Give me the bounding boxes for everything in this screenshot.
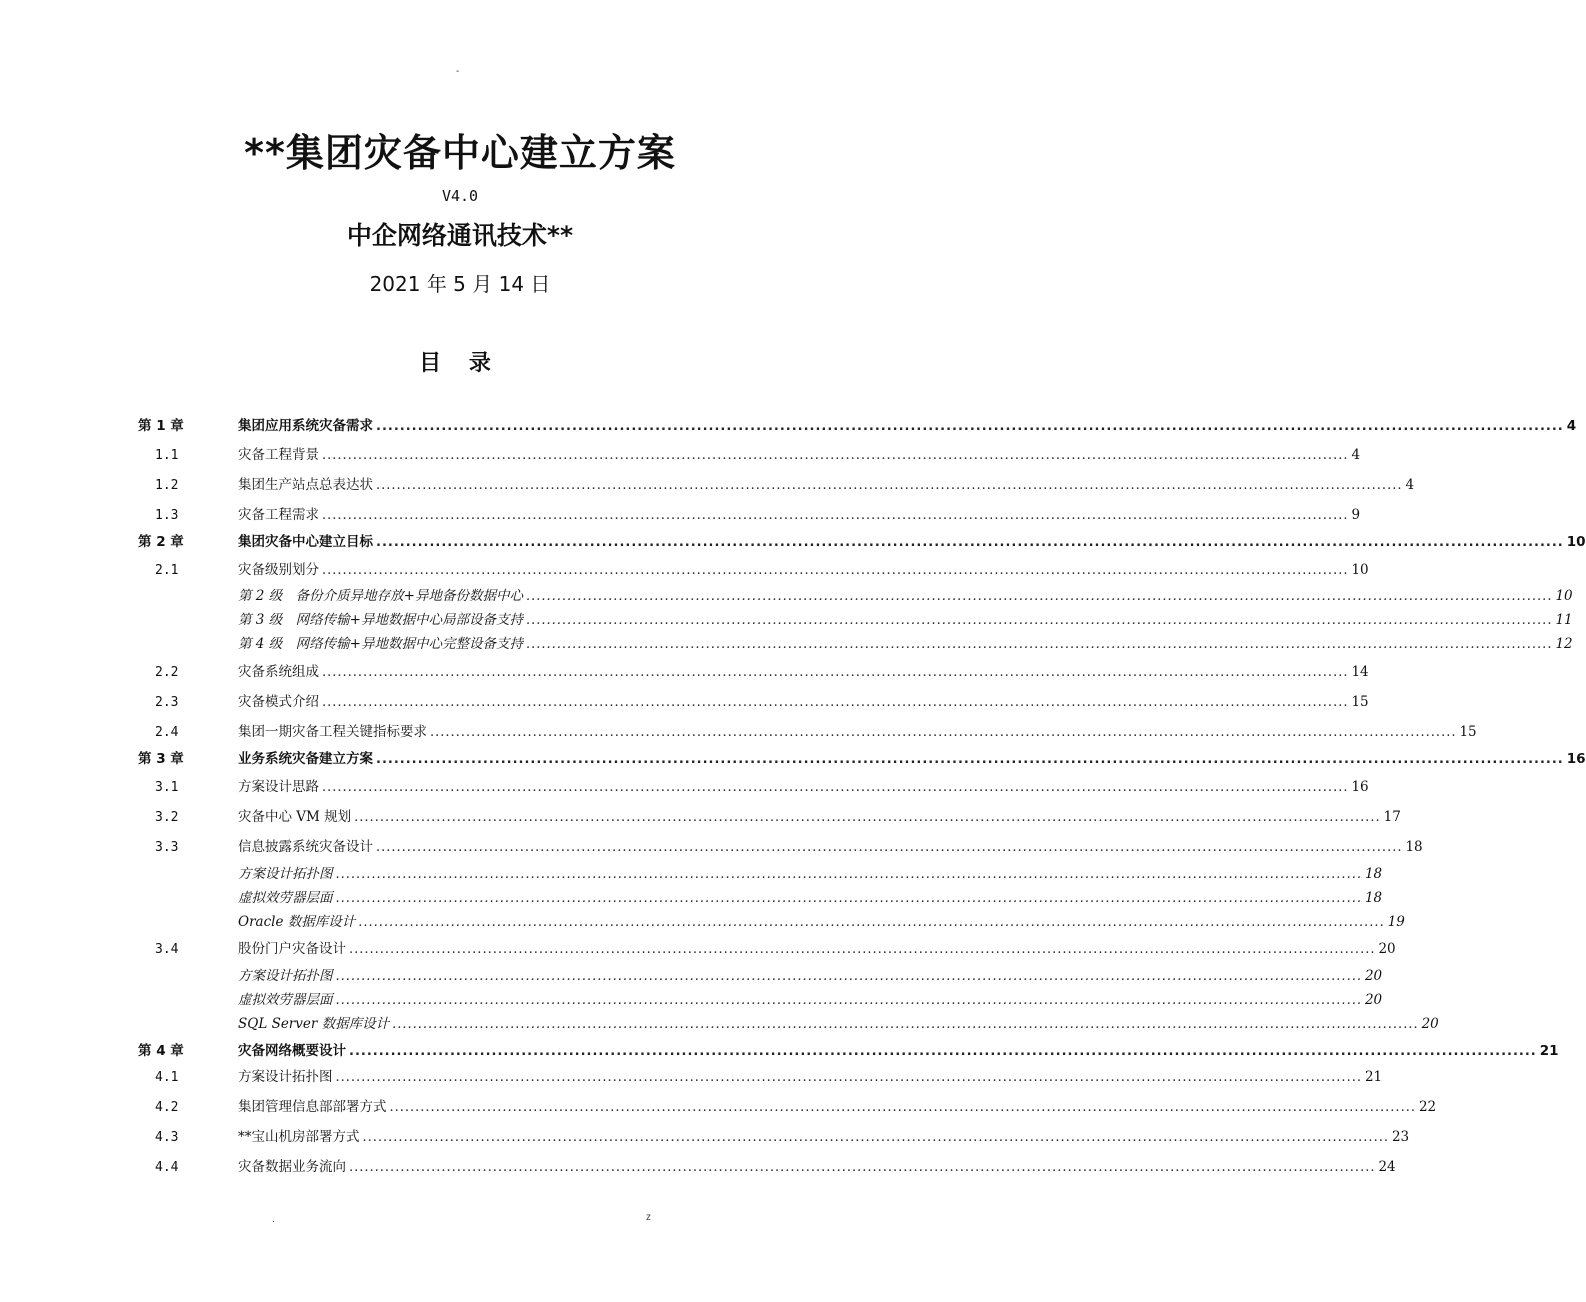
toc-leader-dots: ........................................................................................................................................................................................................: [430, 725, 1457, 740]
toc-entry-page: 16: [1566, 751, 1586, 767]
toc-entry-title: **宝山机房部署方式: [238, 1129, 360, 1145]
toc-entry-number: 4.2: [155, 1100, 179, 1115]
toc-entry[interactable]: [138, 661, 1369, 683]
toc-entry-number: 4.1: [155, 1070, 179, 1085]
toc-leader-dots: ........................................................................................................................................................................................................: [322, 508, 1349, 523]
toc-entry-page: 23: [1391, 1129, 1410, 1145]
toc-entry[interactable]: [138, 1096, 1437, 1118]
toc-entry-page: 19: [1387, 914, 1405, 930]
toc-entry-number: 1.2: [155, 478, 179, 493]
toc-entry[interactable]: [138, 504, 1361, 526]
toc-entry-page: 9: [1351, 507, 1361, 523]
toc-entry-page: 10: [1555, 588, 1573, 604]
toc-entry-page: 10: [1351, 562, 1369, 578]
toc-entry-page: 20: [1364, 968, 1383, 984]
toc-entry[interactable]: [138, 748, 1586, 770]
toc-entry-page: 12: [1555, 636, 1573, 652]
toc-entry-page: 24: [1378, 1159, 1396, 1175]
toc-entry[interactable]: [138, 887, 1383, 909]
toc-leader-dots: ........................................................................................................................................................................................................: [376, 840, 1403, 855]
toc-entry-title: 集团管理信息部部署方式: [238, 1099, 387, 1115]
toc-entry-page: 15: [1351, 694, 1369, 710]
toc-entry-title: 灾备中心 VM 规划: [238, 809, 352, 825]
toc-entry-number: 第 1 章: [138, 418, 184, 434]
toc-leader-dots: ........................................................................................................................................................................................................: [349, 1044, 1537, 1059]
toc-entry-title: 第 2 级 备份介质异地存放+异地备份数据中心: [238, 588, 523, 604]
toc-entry[interactable]: [138, 965, 1383, 987]
toc-entry-title: 方案设计拓扑图: [238, 968, 333, 984]
toc-entry-title: 集团一期灾备工程关键指标要求: [238, 724, 427, 740]
toc-leader-dots: ........................................................................................................................................................................................................: [322, 780, 1349, 795]
toc-leader-dots: ........................................................................................................................................................................................................: [392, 1017, 1419, 1032]
toc-entry-page: 4: [1405, 477, 1415, 493]
toc-entry-title: 灾备工程需求: [238, 507, 319, 523]
toc-entry[interactable]: [138, 806, 1401, 828]
toc-entry-number: 3.4: [155, 942, 179, 957]
toc-leader-dots: ........................................................................................................................................................................................................: [322, 665, 1349, 680]
toc-entry[interactable]: [138, 633, 1573, 655]
toc-entry-number: 2.3: [155, 695, 179, 710]
header-mark: -: [456, 66, 460, 77]
toc-entry-number: 4.4: [155, 1160, 179, 1175]
toc-entry[interactable]: [138, 776, 1369, 798]
toc-entry-page: 20: [1421, 1016, 1439, 1032]
toc-entry-title: 虚拟效劳器层面: [238, 992, 333, 1008]
toc-leader-dots: ........................................................................................................................................................................................................: [362, 1130, 1389, 1145]
toc-entry-page: 4: [1566, 418, 1577, 434]
toc-entry[interactable]: [138, 1126, 1410, 1148]
toc-entry-page: 21: [1364, 1069, 1383, 1085]
toc-leader-dots: ........................................................................................................................................................................................................: [389, 1100, 1416, 1115]
toc-entry-page: 10: [1566, 534, 1586, 550]
toc-leader-dots: ........................................................................................................................................................................................................: [322, 448, 1349, 463]
toc-entry[interactable]: [138, 721, 1477, 743]
toc-leader-dots: ........................................................................................................................................................................................................: [525, 613, 1553, 628]
toc-entry-title: 方案设计拓扑图: [238, 866, 333, 882]
toc-entry-title: 方案设计思路: [238, 779, 319, 795]
toc-entry-page: 16: [1351, 779, 1369, 795]
toc-entry-page: 22: [1418, 1099, 1437, 1115]
toc-entry-title: 灾备工程背景: [238, 447, 319, 463]
footer-left-mark: .: [272, 1214, 275, 1225]
toc-entry-number: 4.3: [155, 1130, 179, 1145]
toc-entry-title: 第 3 级 网络传输+异地数据中心局部设备支持: [238, 612, 523, 628]
toc-leader-dots: ........................................................................................................................................................................................................: [376, 419, 1564, 434]
toc-entry-number: 3.3: [155, 840, 179, 855]
toc-entry-number: 1.3: [155, 508, 179, 523]
toc-entry-page: 20: [1378, 941, 1396, 957]
toc-entry-page: 18: [1364, 890, 1383, 906]
toc-entry-title: 股份门户灾备设计: [238, 941, 346, 957]
toc-entry[interactable]: [138, 585, 1573, 607]
toc-entry-page: 18: [1364, 866, 1383, 882]
toc-entry-page: 17: [1383, 809, 1401, 825]
toc-entry-page: 11: [1555, 612, 1573, 628]
toc-entry[interactable]: [138, 415, 1577, 437]
toc-leader-dots: ........................................................................................................................................................................................................: [322, 695, 1349, 710]
toc-entry[interactable]: [138, 444, 1361, 466]
toc-leader-dots: ........................................................................................................................................................................................................: [349, 1160, 1376, 1175]
version-label: V4.0: [441, 187, 479, 205]
company-name: 中企网络通讯技术**: [346, 221, 574, 250]
toc-entry-page: 15: [1459, 724, 1477, 740]
toc-entry-title: 信息披露系统灾备设计: [238, 839, 373, 855]
document-date: 2021 年 5 月 14 日: [369, 272, 551, 296]
toc-entry[interactable]: [138, 1066, 1383, 1088]
toc-entry-title: 灾备级别划分: [238, 562, 319, 578]
toc-entry-title: 灾备数据业务流向: [238, 1159, 346, 1175]
toc-leader-dots: ........................................................................................................................................................................................................: [335, 969, 1362, 984]
toc-leader-dots: ........................................................................................................................................................................................................: [376, 478, 1403, 493]
toc-leader-dots: ........................................................................................................................................................................................................: [354, 810, 1381, 825]
toc-leader-dots: ........................................................................................................................................................................................................: [525, 637, 1553, 652]
toc-entry-title: 虚拟效劳器层面: [238, 890, 333, 906]
toc-entry-page: 14: [1351, 664, 1369, 680]
toc-entry[interactable]: [138, 1040, 1559, 1062]
toc-leader-dots: ........................................................................................................................................................................................................: [525, 589, 1553, 604]
toc-entry[interactable]: [138, 531, 1586, 553]
toc-entry[interactable]: [138, 559, 1369, 581]
toc-leader-dots: ........................................................................................................................................................................................................: [335, 1070, 1362, 1085]
toc-entry-page: 18: [1405, 839, 1423, 855]
toc-entry-title: 业务系统灾备建立方案: [238, 751, 373, 767]
toc-leader-dots: ........................................................................................................................................................................................................: [335, 993, 1362, 1008]
document-title: **集团灾备中心建立方案: [244, 131, 676, 175]
toc-entry-title: 灾备网络概要设计: [238, 1043, 346, 1059]
toc-entry-number: 第 4 章: [138, 1043, 184, 1059]
toc-leader-dots: ........................................................................................................................................................................................................: [335, 891, 1362, 906]
toc-leader-dots: ........................................................................................................................................................................................................: [349, 942, 1376, 957]
toc-entry[interactable]: [138, 1156, 1396, 1178]
toc-entry-title: 灾备模式介绍: [238, 694, 319, 710]
toc-entry-title: 集团应用系统灾备需求: [238, 418, 373, 434]
toc-entry[interactable]: [138, 911, 1405, 933]
toc-entry-number: 2.4: [155, 725, 179, 740]
toc-entry[interactable]: [138, 989, 1383, 1011]
toc-heading: 目 录: [419, 351, 501, 376]
toc-entry[interactable]: [138, 691, 1369, 713]
toc-entry-title: 集团灾备中心建立目标: [238, 534, 373, 550]
toc-entry[interactable]: [138, 609, 1573, 631]
toc-entry-page: 21: [1539, 1043, 1559, 1059]
toc-entry-number: 3.1: [155, 780, 179, 795]
toc-entry-title: Oracle 数据库设计: [238, 914, 356, 930]
toc-leader-dots: ........................................................................................................................................................................................................: [358, 915, 1385, 930]
toc-leader-dots: ........................................................................................................................................................................................................: [322, 563, 1349, 578]
footer-right-mark: z: [646, 1212, 651, 1223]
toc-entry-title: SQL Server 数据库设计: [238, 1016, 390, 1032]
toc-entry[interactable]: [138, 1013, 1439, 1035]
toc-entry-title: 集团生产站点总表达状: [238, 477, 373, 493]
toc-leader-dots: ........................................................................................................................................................................................................: [376, 752, 1564, 767]
toc-entry-number: 2.2: [155, 665, 179, 680]
toc-entry-title: 第 4 级 网络传输+异地数据中心完整设备支持: [238, 636, 523, 652]
toc-entry-number: 3.2: [155, 810, 179, 825]
toc-entry-number: 1.1: [155, 448, 179, 463]
toc-entry-number: 第 3 章: [138, 751, 184, 767]
toc-leader-dots: ........................................................................................................................................................................................................: [376, 535, 1564, 550]
toc-entry-page: 20: [1364, 992, 1383, 1008]
toc-entry[interactable]: [138, 938, 1396, 960]
toc-entry-title: 灾备系统组成: [238, 664, 319, 680]
toc-leader-dots: ........................................................................................................................................................................................................: [335, 867, 1362, 882]
toc-entry[interactable]: [138, 474, 1415, 496]
toc-entry-number: 第 2 章: [138, 534, 184, 550]
toc-entry-title: 方案设计拓扑图: [238, 1069, 333, 1085]
toc-entry[interactable]: [138, 836, 1423, 858]
toc-entry-number: 2.1: [155, 563, 179, 578]
toc-entry[interactable]: [138, 863, 1383, 885]
toc-entry-page: 4: [1351, 447, 1361, 463]
